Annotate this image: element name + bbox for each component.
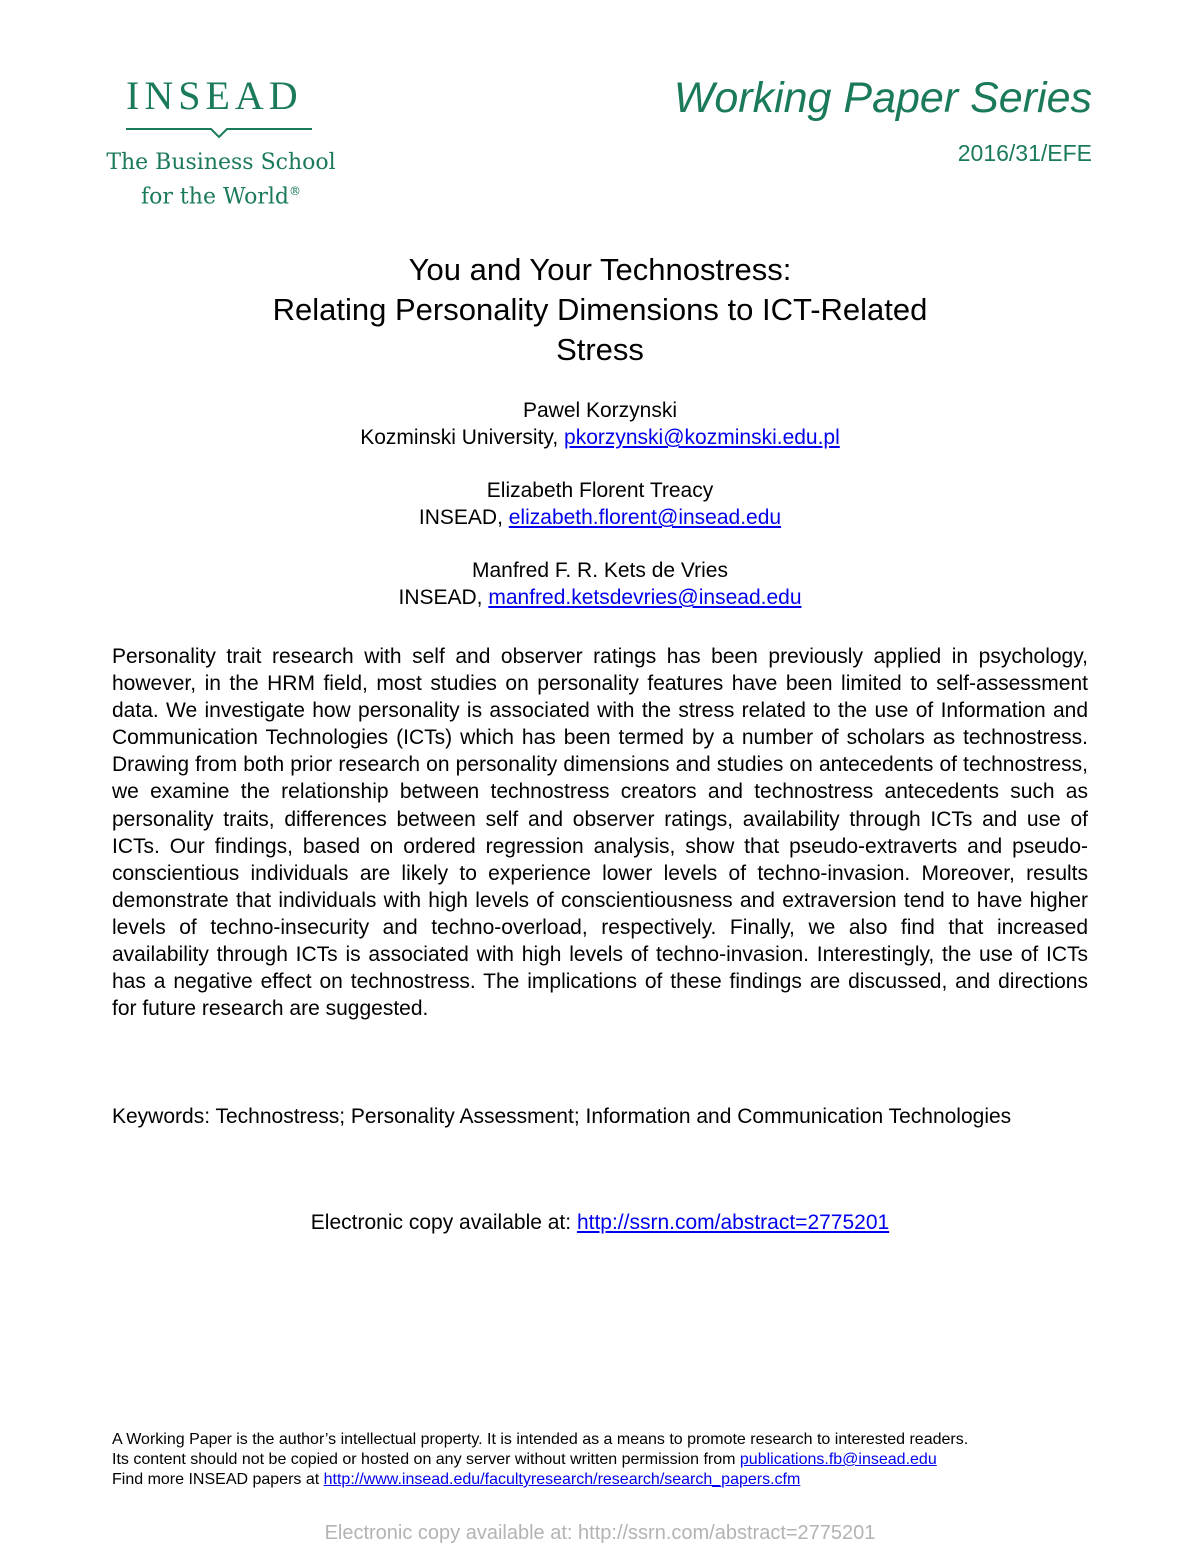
paper-title bbox=[100, 250, 1100, 370]
title-line-3: Stress bbox=[556, 332, 644, 367]
author-block bbox=[100, 477, 1100, 531]
electronic-copy-label: Electronic copy available at: bbox=[310, 1211, 577, 1234]
author-affiliation: INSEAD, bbox=[398, 586, 489, 609]
author-block bbox=[100, 397, 1100, 451]
logo-tagline-line1: The Business School bbox=[106, 150, 336, 175]
author-block bbox=[100, 557, 1100, 611]
paper-code: 2016/31/EFE bbox=[957, 140, 1092, 166]
author-name: Pawel Korzynski bbox=[522, 399, 678, 422]
abstract: Personality trait research with self and observer ratings has been previously applied in psychology, however, in the HRM field, most studies on personality features have been limited to self-assessment data. We investigate how personality is associated with the stress related to the use of Information and Communication Technologies (ICTs) which has been termed by a number of scholars as technostress. Drawing from both prior research on personality dimensions and studies on antecedents of technostress, we examine the relationship between technostress creators and technostress antecedents such as personality traits, differences between self and observer ratings, availability through ICTs and use of ICTs. Our findings, based on ordered regression analysis, show that pseudo-extraverts and pseudo-conscientious individuals are likely to experience lower levels of techno-invasion. Moreover, results demonstrate that individuals with high levels of conscientiousness and extraversion tend to have higher levels of techno-insecurity and techno-overload, respectively. Finally, we also find that increased availability through ICTs is associated with high levels of techno-invasion. Interestingly, the use of ICTs has a negative effect on technostress. The implications of these findings are discussed, and directions for future research are suggested. bbox=[112, 645, 1088, 1021]
author-email-link[interactable]: elizabeth.florent@insead.edu bbox=[508, 506, 782, 529]
footer-line-3-text: Find more INSEAD papers at bbox=[112, 1471, 324, 1488]
author-affiliation-line bbox=[100, 584, 1100, 611]
title-line-1: You and Your Technostress: bbox=[408, 252, 792, 287]
logo-divider-chevron bbox=[126, 126, 312, 140]
footer-line-2-text: Its content should not be copied or hosted on any server without written permission from bbox=[112, 1451, 740, 1468]
registered-mark: ® bbox=[288, 184, 301, 198]
insead-logo bbox=[96, 72, 346, 212]
ssrn-link[interactable]: http://ssrn.com/abstract=2775201 bbox=[576, 1211, 890, 1234]
author-list bbox=[100, 397, 1100, 637]
logo-wordmark: INSEAD bbox=[126, 73, 303, 118]
author-email-link[interactable]: pkorzynski@kozminski.edu.pl bbox=[564, 426, 840, 449]
author-affiliation-line bbox=[100, 424, 1100, 451]
author-email-link[interactable]: manfred.ketsdevries@insead.edu bbox=[488, 586, 802, 609]
logo-tagline bbox=[96, 148, 346, 211]
author-name: Manfred F. R. Kets de Vries bbox=[472, 559, 728, 582]
series-title: Working Paper Series bbox=[673, 74, 1092, 122]
electronic-copy-line bbox=[100, 1209, 1100, 1236]
logo-tagline-line2: for the World bbox=[141, 184, 289, 210]
logo-tagline-line2-wrap bbox=[96, 177, 346, 211]
footer-note bbox=[112, 1430, 1092, 1490]
author-affiliation-line bbox=[100, 504, 1100, 531]
footer-line-1: A Working Paper is the author’s intellectual property. It is intended as a means to promote research to interested readers. bbox=[112, 1431, 969, 1448]
title-line-2: Relating Personality Dimensions to ICT-Related bbox=[272, 292, 928, 327]
author-affiliation: INSEAD, bbox=[418, 506, 509, 529]
keywords: Keywords: Technostress; Personality Assessment; Information and Communication Technologies bbox=[112, 1105, 1012, 1128]
insead-papers-link[interactable]: http://www.insead.edu/facultyresearch/research/search_papers.cfm bbox=[323, 1471, 801, 1488]
publications-email-link[interactable]: publications.fb@insead.edu bbox=[739, 1451, 937, 1468]
author-affiliation: Kozminski University, bbox=[360, 426, 565, 449]
footer-line-2 bbox=[112, 1450, 1092, 1470]
author-name: Elizabeth Florent Treacy bbox=[486, 479, 714, 502]
series-header bbox=[674, 72, 1092, 167]
footer-line-3 bbox=[112, 1470, 1092, 1490]
watermark: Electronic copy available at: http://ssrn.com/abstract=2775201 bbox=[324, 1522, 876, 1544]
